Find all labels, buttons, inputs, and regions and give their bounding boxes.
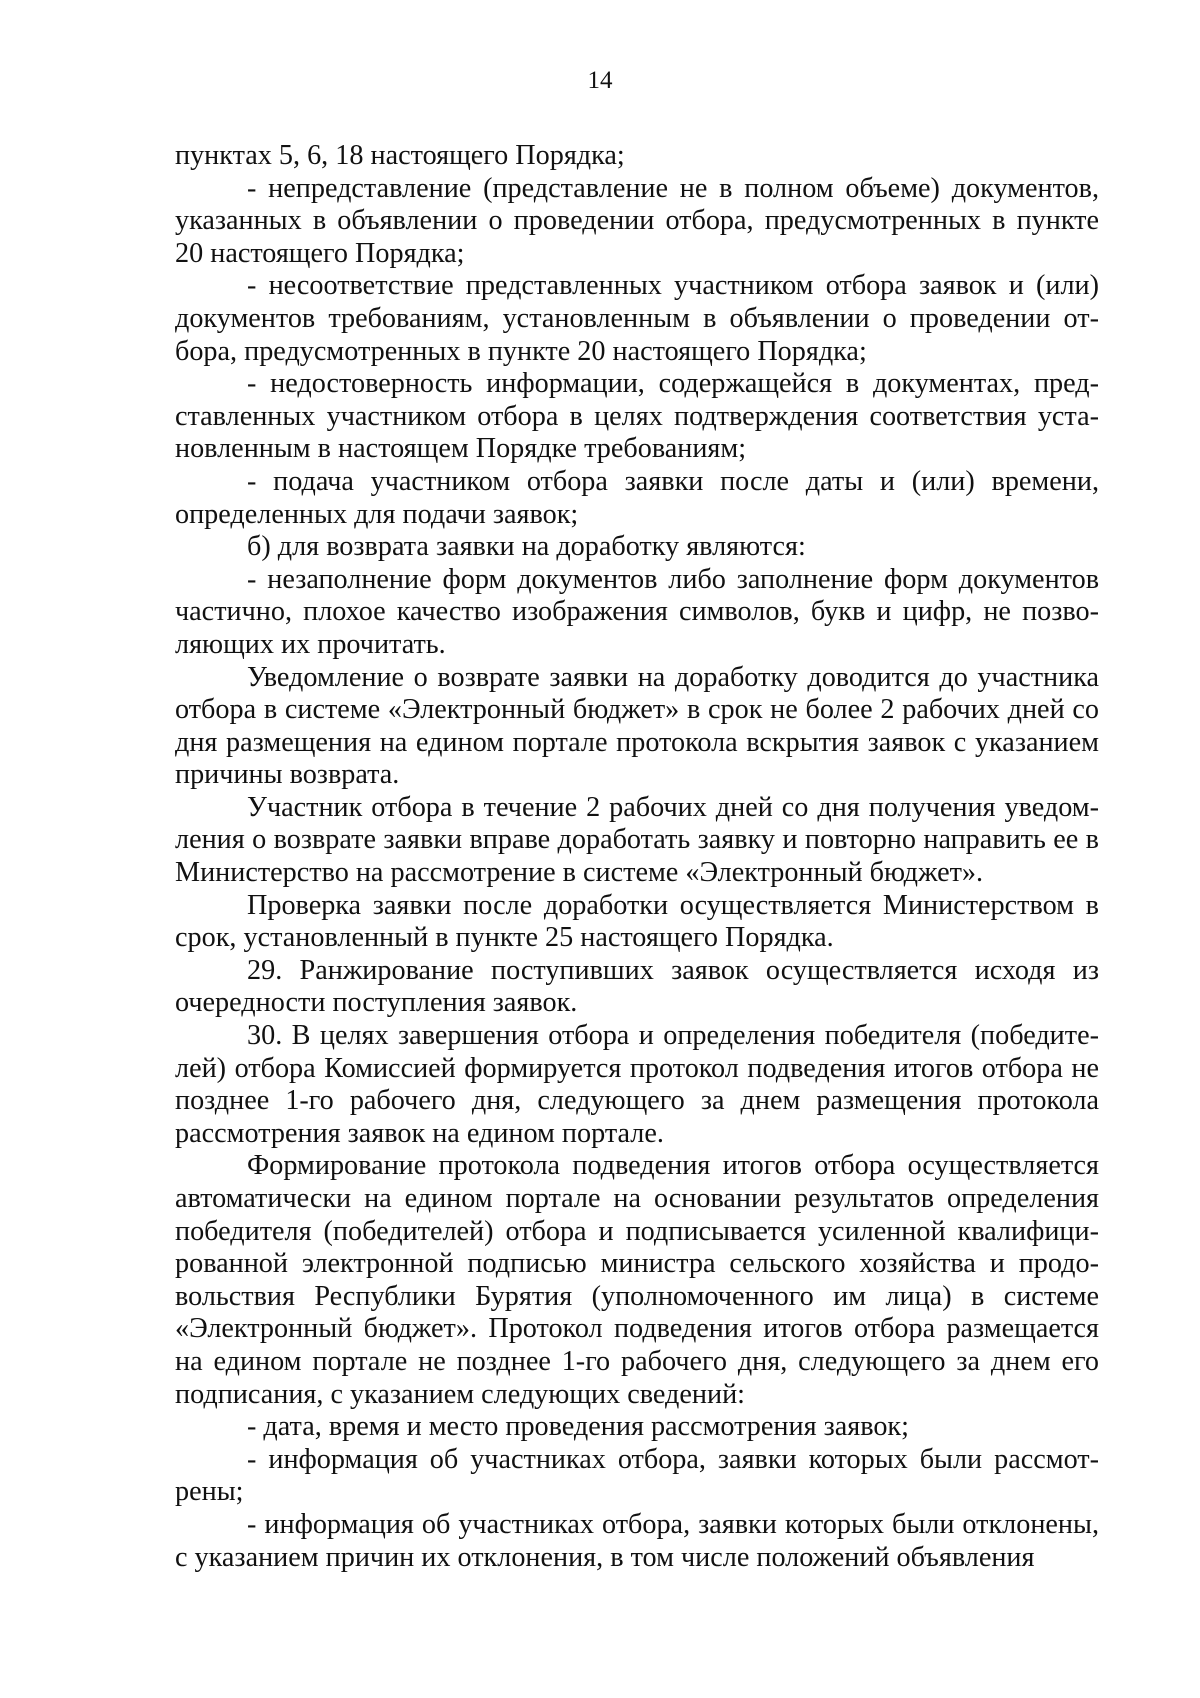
paragraph-list-item: - информация об участниках отбора, заявки которых были рассмотрены; [175, 1443, 1099, 1508]
paragraph: Уведомление о возврате заявки на доработку доводится до участника отбора в системе «Электронный бюджет» в срок не более 2 рабочих дней со дня размещения на едином портале протокола вскрытия заявок с указанием причины возврата. [175, 661, 1099, 791]
paragraph-list-item: - дата, время и место проведения рассмотрения заявок; [247, 1411, 909, 1443]
paragraph-subpoint: б) для возврата заявки на доработку являются: [247, 531, 806, 563]
paragraph: Проверка заявки после доработки осуществляется Министерством в срок, установленный в пункте 25 настоящего Порядка. [175, 889, 1099, 954]
paragraph-numbered-30: 30. В целях завершения отбора и определения победителя (победителей) отбора Комиссией формируется протокол подведения итогов отбора не позднее 1-го рабочего дня, следующего за днем размещения протокола рассмотрения заявок на едином портале. [175, 1020, 1099, 1149]
paragraph-numbered-29: 29. Ранжирование поступивших заявок осуществляется исходя из очередности поступления заявок. [175, 954, 1099, 1019]
paragraph-list-item: - информация об участниках отбора, заявки которых были отклонены, с указанием причин их отклонения, в том числе положений объявления [175, 1508, 1099, 1573]
paragraph-list-item: - несоответствие представленных участником отбора заявок и (или) документов требованиям, установленным в объявлении о проведении отбора, предусмотренных в пункте 20 настоящего Порядка; [175, 270, 1099, 367]
paragraph-list-item: - недостоверность информации, содержащейся в документах, представленных участником отбора в целях подтверждения соответствия установленным в настоящем Порядке требованиям; [175, 368, 1099, 465]
paragraph-list-item: - непредставление (представление не в полном объеме) документов, указанных в объявлении о проведении отбора, предусмотренных в пункте 20 настоящего Порядка; [175, 172, 1099, 269]
document-body [175, 140, 1099, 1574]
paragraph: Формирование протокола подведения итогов отбора осуществляется автоматически на едином портале на основании результатов определения победителя (победителей) отбора и подписывается усиленной квалифицированной электронной подписью министра сельского хозяйства и продовольствия Республики Бурятия (уполномоченного им лица) в системе «Электронный бюджет». Протокол подведения итогов отбора размещается на едином портале не позднее 1-го рабочего дня, следующего за днем его подписания, с указанием следующих сведений: [175, 1150, 1099, 1410]
paragraph-list-item: - незаполнение форм документов либо заполнение форм документов частично, плохое качество изображения символов, букв и цифр, не позволяющих их прочитать. [175, 563, 1099, 660]
paragraph-list-item: - подача участником отбора заявки после даты и (или) времени, определенных для подачи заявок; [175, 465, 1099, 530]
paragraph: Участник отбора в течение 2 рабочих дней со дня получения уведомления о возврате заявки вправе доработать заявку и повторно направить ее в Министерство на рассмотрение в системе «Электронный бюджет». [175, 791, 1099, 889]
page-number: 14 [587, 67, 613, 94]
paragraph-continuation: пунктах 5, 6, 18 настоящего Порядка; [175, 140, 625, 171]
